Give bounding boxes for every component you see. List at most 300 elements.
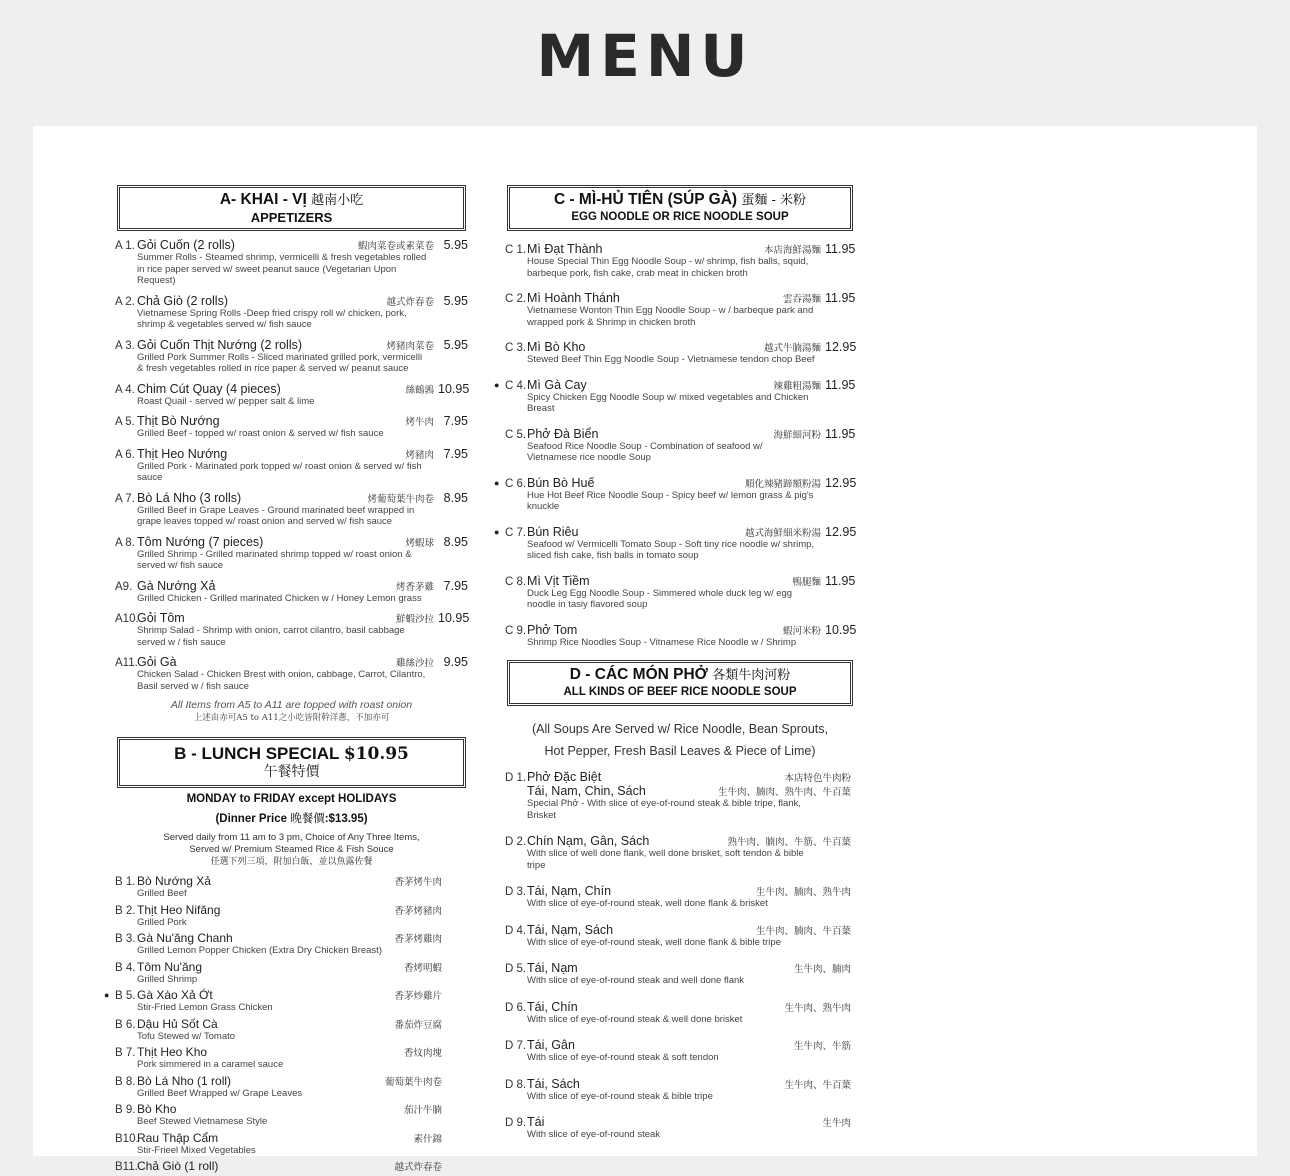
item-name: Tái, Nạm, Sách — [527, 922, 614, 937]
item-name: Mì Vịt Tiềm — [527, 573, 590, 588]
item-description: Seafood w/ Vermicelli Tomato Soup - Soft tiny rice noodle w/ shrimp, sliced fish cake, fish balls in tomato soup — [527, 538, 815, 561]
item-name-cn: 越式炸春卷 — [394, 1162, 442, 1173]
menu-item — [115, 1045, 468, 1071]
item-description: With slice of eye-of-round steak — [527, 1129, 661, 1140]
section-c-header — [507, 185, 853, 231]
menu-item — [115, 1102, 468, 1128]
item-name: Gỏi Cuốn Thịt Nướng (2 rolls) — [137, 337, 303, 352]
menu-item-row — [505, 291, 855, 305]
item-description: Grilled Lemon Popper Chicken (Extra Dry Chicken Breast) — [137, 945, 382, 956]
item-name-cn: 雲吞湯麵 — [782, 294, 821, 305]
item-code: C 5. — [505, 428, 527, 441]
item-name: Tái, Chín — [527, 999, 578, 1014]
section-a-title-cn: 越南小吃 — [311, 193, 364, 208]
menu-item-row — [505, 476, 855, 490]
menu-item-row — [115, 447, 468, 461]
item-description: Grilled Chicken - Grilled marinated Chicken w / Honey Lemon grass — [137, 592, 422, 604]
section-d-items — [505, 770, 855, 1141]
item-code: C 6. — [505, 477, 527, 490]
item-code: B 7. — [115, 1047, 136, 1059]
menu-item-row — [115, 931, 468, 945]
item-price: 11.95 — [825, 426, 856, 441]
item-name-cn: 香茅烤豬肉 — [394, 905, 442, 917]
item-code: A10. — [115, 613, 139, 625]
item-name: Bún Bò Huế — [527, 475, 595, 490]
menu-item — [505, 1038, 855, 1064]
item-code: A 6. — [115, 448, 135, 461]
item-name: Gỏi Gà — [137, 655, 177, 669]
item-code: D 8. — [505, 1078, 527, 1091]
menu-item — [115, 1074, 468, 1100]
menu-item — [115, 611, 468, 648]
section-b-served-1: Served daily from 11 am to 3 pm, Choice of Any Three Items, — [163, 832, 420, 843]
menu-item-row — [505, 623, 855, 637]
item-code: A 5. — [115, 416, 135, 428]
item-price: 12.95 — [825, 524, 857, 539]
item-name: Mì Đạt Thành — [527, 242, 603, 256]
item-name: Tái, Nạm — [527, 961, 578, 975]
item-code: D 9. — [505, 1117, 527, 1129]
menu-item — [494, 377, 856, 415]
menu-item — [115, 294, 468, 331]
menu-item-row — [115, 338, 468, 352]
item-name-cn: 茄汁牛腩 — [403, 1105, 442, 1116]
item-name: Tái, Sách — [527, 1076, 580, 1091]
item-name: Tôm Nướng (7 pieces) — [137, 534, 264, 549]
menu-item — [115, 874, 468, 900]
item-name: Chim Cút Quay (4 pieces) — [137, 381, 281, 396]
menu-item — [115, 1159, 468, 1173]
item-code: C 1. — [505, 244, 527, 256]
item-code: C 3. — [505, 342, 527, 354]
section-a-subtitle: APPETIZERS — [250, 210, 333, 225]
dinner-price: :$13.95) — [324, 813, 368, 825]
item-name-cn: 香茅烤牛肉 — [394, 877, 442, 888]
item-price: 11.95 — [825, 242, 856, 256]
menu-item — [115, 1017, 468, 1043]
item-name-2: Tái, Nam, Chin, Sách — [527, 784, 646, 798]
item-code: D 3. — [505, 886, 527, 898]
item-name-cn: 烤豬肉菜卷 — [386, 340, 434, 352]
item-description: Stewed Beef Thin Egg Noodle Soup - Vietnamese tendon chop Beef — [527, 354, 815, 365]
item-description: Shrimp Salad - Shrimp with onion, carrot cilantro, basil cabbage served w / fish sauce — [137, 625, 405, 648]
item-name: Phở Đà Biển — [527, 426, 599, 441]
menu-item-row — [505, 1077, 855, 1091]
section-a-note: All Items from A5 to A11 are topped with roast onion — [170, 699, 413, 711]
section-d-title-cn: 各類牛肉河粉 — [712, 668, 791, 683]
section-c-items — [494, 242, 857, 648]
item-name: Gà Nướng Xả — [137, 578, 216, 593]
item-code: A 1. — [115, 240, 135, 252]
item-code: B 6. — [115, 1018, 136, 1031]
menu-item-row — [115, 988, 468, 1002]
item-name: Gà Nu'ăng Chanh — [137, 931, 233, 945]
item-name-cn: 越式牛腩湯麵 — [763, 343, 821, 354]
item-code: A9. — [115, 580, 133, 593]
menu-item — [115, 931, 468, 957]
item-price: 5.95 — [443, 238, 468, 252]
item-description: Special Phở - With slice of eye-of-round steak & bible tripe, flank, Brisket — [527, 798, 801, 821]
item-name: Phở Tom — [527, 622, 578, 637]
menu-item-row — [505, 923, 855, 937]
menu-item-row — [505, 525, 855, 539]
item-price: 12.95 — [825, 340, 857, 354]
item-code: D 5. — [505, 963, 527, 975]
section-d-subtitle: ALL KINDS OF BEEF RICE NOODLE SOUP — [563, 686, 797, 698]
item-description: Grilled Shrimp - Grilled marinated shrimp topped w/ roast onion & served w/ fish sauce — [137, 548, 412, 571]
item-name: Gỏi Tôm — [137, 611, 185, 625]
item-name-cn: 辣雞粗湯麵 — [773, 380, 821, 392]
menu-item-row — [115, 294, 468, 308]
item-price: 7.95 — [443, 414, 468, 428]
menu-item-row — [505, 1115, 855, 1129]
item-code: B 1. — [115, 876, 136, 888]
item-description: With slice of eye-of-round steak, well done flank & brisket — [527, 898, 768, 909]
spicy-marker-icon: ● — [494, 379, 500, 390]
item-description: With slice of well done flank, well done brisket, soft tendon & bible tripe — [527, 848, 804, 871]
menu-item-row — [505, 378, 855, 392]
item-name-cn: 海鮮細河粉 — [773, 429, 821, 441]
item-name-cn: 越式海鮮細米粉湯 — [744, 527, 821, 539]
section-d-header — [507, 660, 853, 706]
item-description: Duck Leg Egg Noodle Soup - Simmered whole duck leg w/ egg noodle in tasiy flavored soup — [527, 587, 793, 610]
item-name-cn: 烤牛肉 — [405, 417, 434, 428]
menu-item-row — [115, 874, 468, 888]
menu-item — [494, 524, 857, 562]
item-code: B 2. — [115, 904, 136, 917]
item-name-cn: 生牛肉、牛百葉 — [784, 1079, 851, 1091]
item-description: With slice of eye-of-round steak & bible tripe — [527, 1090, 713, 1102]
section-c-title-cn: 蛋麵 - 米粉 — [741, 193, 807, 208]
section-d-note-2: Hot Pepper, Fresh Basil Leaves & Piece of Lime) — [544, 744, 816, 758]
section-c-title: C - MÌ-HỦ TIÊN (SÚP GÀ) — [553, 191, 738, 208]
section-b-dinner-price — [115, 809, 468, 829]
item-code: B10. — [115, 1132, 139, 1145]
menu-item — [115, 960, 468, 986]
menu-item — [505, 834, 855, 871]
spicy-marker-icon: ● — [494, 526, 500, 537]
spicy-marker-icon: ● — [104, 990, 110, 1000]
item-name-cn: 順化辣豬蹄額粉湯 — [744, 478, 821, 490]
item-price: 10.95 — [438, 381, 470, 396]
menu-item — [505, 242, 855, 279]
section-a-items — [115, 238, 468, 692]
item-name-cn: 越式炸春卷 — [386, 296, 434, 308]
menu-item — [494, 475, 857, 513]
item-name-cn: 本店特色牛肉粉 — [784, 773, 851, 784]
section-d-note-1: (All Soups Are Served w/ Rice Noodle, Bean Sprouts, — [532, 722, 828, 736]
item-price: 12.95 — [825, 475, 857, 490]
page-title: MENU — [536, 22, 754, 90]
item-price: 11.95 — [825, 291, 856, 305]
item-price: 10.95 — [825, 622, 857, 637]
item-description: Grilled Pork - Marinated pork topped w/ roast onion & served w/ fish sauce — [137, 460, 422, 483]
item-description: Roast Quail - served w/ pepper salt & lime — [137, 395, 315, 407]
item-description: Tofu Stewed w/ Tomato — [137, 1030, 236, 1042]
menu-item-row — [115, 1045, 468, 1059]
item-code: B 5. — [115, 990, 136, 1002]
item-name-cn: 生牛肉、熟牛肉 — [784, 1002, 851, 1014]
section-b-subtitle-cn: 午餐特價 — [263, 764, 320, 780]
item-name: Phở Đặc Biệt — [527, 770, 602, 784]
menu-item — [115, 535, 468, 572]
item-price: 11.95 — [825, 573, 856, 588]
menu-item — [104, 988, 468, 1014]
item-price: 8.95 — [443, 490, 468, 505]
menu-item-row — [115, 1102, 468, 1116]
menu-item — [115, 579, 468, 605]
menu-item-row — [505, 770, 855, 784]
menu-item-row — [115, 238, 468, 252]
item-code: D 2. — [505, 836, 527, 848]
menu-item-row — [115, 1131, 468, 1145]
item-name: Mì Hoành Thánh — [527, 291, 620, 305]
menu-item — [115, 382, 468, 408]
item-name-cn: 香烤明蝦 — [403, 962, 442, 974]
item-description: Pork simmered in a caramel sauce — [137, 1059, 284, 1070]
menu-item — [505, 1077, 855, 1103]
item-description: Shrimp Rice Noodles Soup - Vitnamese Rice Noodle w / Shrimp — [527, 636, 797, 648]
menu-item-row — [115, 535, 468, 549]
item-name: Gà Xào Xả Ớt — [137, 988, 213, 1002]
item-name: Rau Thập Cẩm — [137, 1130, 219, 1145]
dinner-label: (Dinner Price — [215, 813, 288, 825]
item-description: With slice of eye-of-round steak, well done flank & bible tripe — [527, 936, 781, 948]
item-name-2-cn: 生牛肉、腩肉、熟牛肉、牛百葉 — [717, 787, 851, 798]
item-name-cn: 葡萄葉牛肉卷 — [384, 1076, 442, 1088]
menu-item — [505, 1115, 855, 1141]
item-name: Thịt Heo Kho — [137, 1045, 208, 1059]
item-name-cn: 生牛肉 — [822, 1118, 851, 1129]
item-code: B 8. — [115, 1075, 136, 1088]
menu-item — [505, 961, 855, 987]
item-description: Seafood Rice Noodle Soup - Combination of seafood w/ Vietnamese rice noodle Soup — [527, 440, 763, 463]
item-code: B11. — [115, 1161, 138, 1173]
item-description: Vietnamese Spring Rolls -Deep fried crispy roll w/ chicken, pork, shrimp & vegetables served w/ fish sauce — [137, 307, 407, 330]
item-name: Thịt Bò Nướng — [137, 414, 220, 428]
item-description: Chicken Salad - Chicken Brest with onion, cabbage, Carrot, Cilantro, Basil served w / fish sauce — [137, 669, 426, 692]
menu-item — [505, 427, 855, 464]
item-name-cn: 烤豬肉 — [405, 449, 434, 461]
section-b-served-cn: 任選下列三項，附加白飯，並以魚露佐餐 — [210, 857, 373, 867]
item-name: Tái, Nạm, Chín — [527, 884, 612, 898]
menu-item-row — [505, 242, 855, 256]
menu-item — [115, 1131, 468, 1157]
spicy-marker-icon: ● — [494, 477, 500, 488]
item-description: Stir-Fried Lemon Grass Chicken — [137, 1002, 273, 1013]
menu-item-row — [505, 340, 855, 354]
item-price: 11.95 — [825, 377, 856, 392]
item-description: Grilled Beef — [137, 888, 187, 899]
section-c-subtitle: EGG NOODLE OR RICE NOODLE SOUP — [571, 211, 789, 223]
menu-item — [505, 574, 855, 611]
menu-item-row — [115, 491, 468, 505]
item-name-cn: 素什錦 — [413, 1133, 442, 1145]
menu-item — [505, 1000, 855, 1026]
left-column — [104, 185, 470, 1176]
item-description: Grilled Shrimp — [137, 973, 198, 985]
item-code: C 8. — [505, 575, 527, 588]
item-name-cn: 烤葡萄葉牛肉卷 — [367, 493, 434, 505]
item-name-cn: 熟牛肉、腩肉、牛筋、牛百葉 — [727, 837, 851, 848]
section-b-price: $10.95 — [343, 744, 409, 764]
item-name: Chả Giò (1 roll) — [137, 1159, 219, 1173]
item-price: 7.95 — [443, 446, 468, 461]
item-code: A 7. — [115, 492, 135, 505]
item-price: 5.95 — [443, 337, 468, 352]
item-name: Bò Kho — [137, 1102, 177, 1116]
section-a-note-cn: 上述由赤可A5 to A11之小吃皆附幹洋蔥，不加亦可 — [193, 713, 390, 723]
item-price: 10.95 — [438, 611, 470, 625]
item-code: B 9. — [115, 1104, 136, 1116]
menu-item — [115, 903, 468, 929]
section-a-header — [117, 185, 466, 231]
item-name: Tái — [527, 1115, 545, 1129]
item-name-cn: 烤蝦球 — [405, 537, 434, 549]
item-code: B 4. — [115, 961, 136, 974]
item-name: Bò Lá Nho (3 rolls) — [137, 490, 242, 505]
item-code: C 9. — [505, 624, 527, 637]
item-name-cn: 蝦河米粉 — [782, 625, 821, 637]
menu-item — [115, 655, 468, 692]
menu-item-row — [115, 960, 468, 974]
item-name: Bò Lá Nho (1 roll) — [137, 1073, 232, 1088]
menu-item-row — [505, 961, 855, 975]
menu-item-row — [505, 427, 855, 441]
item-name-cn: 雞絲沙拉 — [395, 658, 434, 669]
item-description: Grilled Beef - topped w/ roast onion & served w/ fish sauce — [137, 428, 384, 439]
menu-item-row — [115, 611, 468, 625]
item-name-cn: 生牛肉、腩肉、牛百葉 — [755, 925, 851, 937]
item-name: Thịt Heo Nifăng — [137, 902, 221, 917]
item-description: Hue Hot Beef Rice Noodle Soup - Spicy beef w/ lemon grass & pig's knuckle — [527, 489, 814, 512]
item-name: Chín Nạm, Gân, Sách — [527, 834, 650, 848]
item-name-cn: 鮮蝦沙拉 — [395, 614, 434, 625]
menu-item-row — [115, 903, 468, 917]
menu-item — [505, 770, 855, 821]
item-name-cn: 絲鶴鶉 — [405, 384, 434, 396]
menu-item — [115, 338, 468, 375]
item-description: With slice of eye-of-round steak and well done flank — [527, 975, 745, 986]
section-b-header — [117, 737, 466, 788]
menu-item — [115, 491, 468, 528]
item-code: D 1. — [505, 772, 527, 784]
item-name-cn: 本店海鮮湯麵 — [763, 245, 821, 256]
menu-item-row — [505, 834, 855, 848]
item-name: Tôm Nu'ăng — [137, 959, 202, 974]
menu-sheet — [33, 126, 1257, 1173]
item-description: Summer Rolls - Steamed shrimp, vermicelli & fresh vegetables rolled in rice paper served w/ sweet peanut sauce (Vegetarian Upon Request) — [137, 252, 427, 286]
menu-item — [505, 291, 855, 328]
item-code: A 8. — [115, 536, 135, 549]
item-description: Vietnamese Wonton Thin Egg Noodle Soup - w / barbeque park and wrapped pork & Shrimp in chicken broth — [527, 305, 814, 328]
menu-item — [505, 923, 855, 949]
item-price: 8.95 — [443, 534, 468, 549]
item-code: A11. — [115, 657, 138, 669]
item-code: B 3. — [115, 933, 136, 945]
item-description: Grilled Pork — [137, 916, 187, 928]
menu-item-row — [505, 574, 855, 588]
item-code: D 7. — [505, 1040, 527, 1052]
section-b-title: B - LUNCH SPECIAL — [174, 744, 340, 763]
item-code: A 2. — [115, 295, 135, 308]
item-name: Tái, Gân — [527, 1038, 575, 1052]
item-name: Chả Giò (2 rolls) — [137, 293, 228, 308]
item-description: With slice of eye-of-round steak & soft tendon — [527, 1052, 719, 1063]
item-name: Mì Gà Cay — [527, 377, 587, 392]
item-name: Dậu Hủ Sốt Cà — [137, 1016, 218, 1031]
item-name-cn: 蝦肉菜卷或素菜卷 — [357, 241, 434, 252]
menu-item — [115, 447, 468, 484]
item-code: C 2. — [505, 293, 527, 305]
menu-item-row — [115, 1074, 468, 1088]
menu-item-row — [115, 414, 468, 428]
item-description: Spicy Chicken Egg Noodle Soup w/ mixed vegetables and Chicken Breast — [527, 391, 809, 414]
item-name-cn: 生牛肉、牛筋 — [793, 1041, 851, 1052]
dinner-label-cn: 晚餐價 — [290, 811, 325, 825]
item-name-cn: 香茅炒雞片 — [394, 991, 442, 1002]
item-name: Mì Bò Kho — [527, 340, 586, 354]
menu-item — [505, 340, 855, 366]
item-name-cn: 香茅烤雞肉 — [394, 934, 442, 945]
menu-item — [115, 238, 468, 287]
menu-item — [505, 623, 855, 649]
item-name-cn: 鴨腿麵 — [792, 576, 821, 588]
item-code: C 7. — [505, 526, 527, 539]
item-description: Grilled Beef Wrapped w/ Grape Leaves — [137, 1087, 303, 1099]
item-description: Beef Stewed Vietnamese Style — [137, 1116, 268, 1127]
item-price: 7.95 — [443, 578, 468, 593]
menu-item-row — [505, 884, 855, 898]
section-b-days: MONDAY to FRIDAY except HOLIDAYS — [186, 793, 397, 805]
menu-item — [115, 414, 468, 440]
menu-item-row — [115, 382, 468, 396]
section-a-title: A- KHAI - VỊ — [219, 191, 307, 208]
menu-item-row — [115, 579, 468, 593]
menu-item-row — [115, 1017, 468, 1031]
item-description: Grilled Pork Summer Rolls - Sliced marinated grilled pork, vermicelli & fresh vegetables rolled in rice paper & served w/ peanut sauce — [137, 351, 423, 374]
item-code: A 3. — [115, 339, 135, 352]
item-description: Stir-Frieel Mixed Vegetables — [137, 1144, 256, 1156]
item-name: Bò Nướng Xả — [137, 874, 211, 888]
right-column — [494, 185, 857, 1154]
item-price: 9.95 — [443, 655, 468, 669]
item-price: 5.95 — [443, 293, 468, 308]
item-name-cn: 香炆肉塊 — [403, 1048, 442, 1059]
section-b-items — [104, 874, 468, 1173]
item-name-cn: 生牛肉、腩肉、熟牛肉 — [755, 887, 851, 898]
item-name: Thịt Heo Nướng — [137, 446, 228, 461]
item-name: Gỏi Cuốn (2 rolls) — [137, 238, 235, 252]
menu-item-row — [115, 655, 468, 669]
menu-item-row — [115, 1159, 468, 1173]
item-code: A 4. — [115, 383, 135, 396]
item-description: Grilled Beef in Grape Leaves - Ground marinated beef wrapped in grape leaves topped w/ roast onion and served w/ fish sauce — [137, 504, 415, 527]
menu-item-row — [505, 1000, 855, 1014]
item-name-cn: 生牛肉、腩肉 — [793, 964, 851, 975]
item-code: C 4. — [505, 379, 527, 392]
section-b-served-2: Served w/ Premium Steamed Rice & Fish Souce — [189, 844, 394, 855]
item-name-cn: 烤香茅雞 — [395, 581, 434, 593]
item-code: D 6. — [505, 1001, 527, 1014]
section-d-title: D - CÁC MÓN PHỞ — [569, 666, 708, 683]
item-name: Bún Riêu — [527, 524, 579, 539]
item-code: D 4. — [505, 924, 527, 937]
menu-item-row — [505, 1038, 855, 1052]
menu-item-row-2 — [505, 784, 855, 798]
item-description: With slice of eye-of-round steak & well done brisket — [527, 1013, 743, 1025]
item-name-cn: 番茄炸豆腐 — [394, 1019, 442, 1031]
